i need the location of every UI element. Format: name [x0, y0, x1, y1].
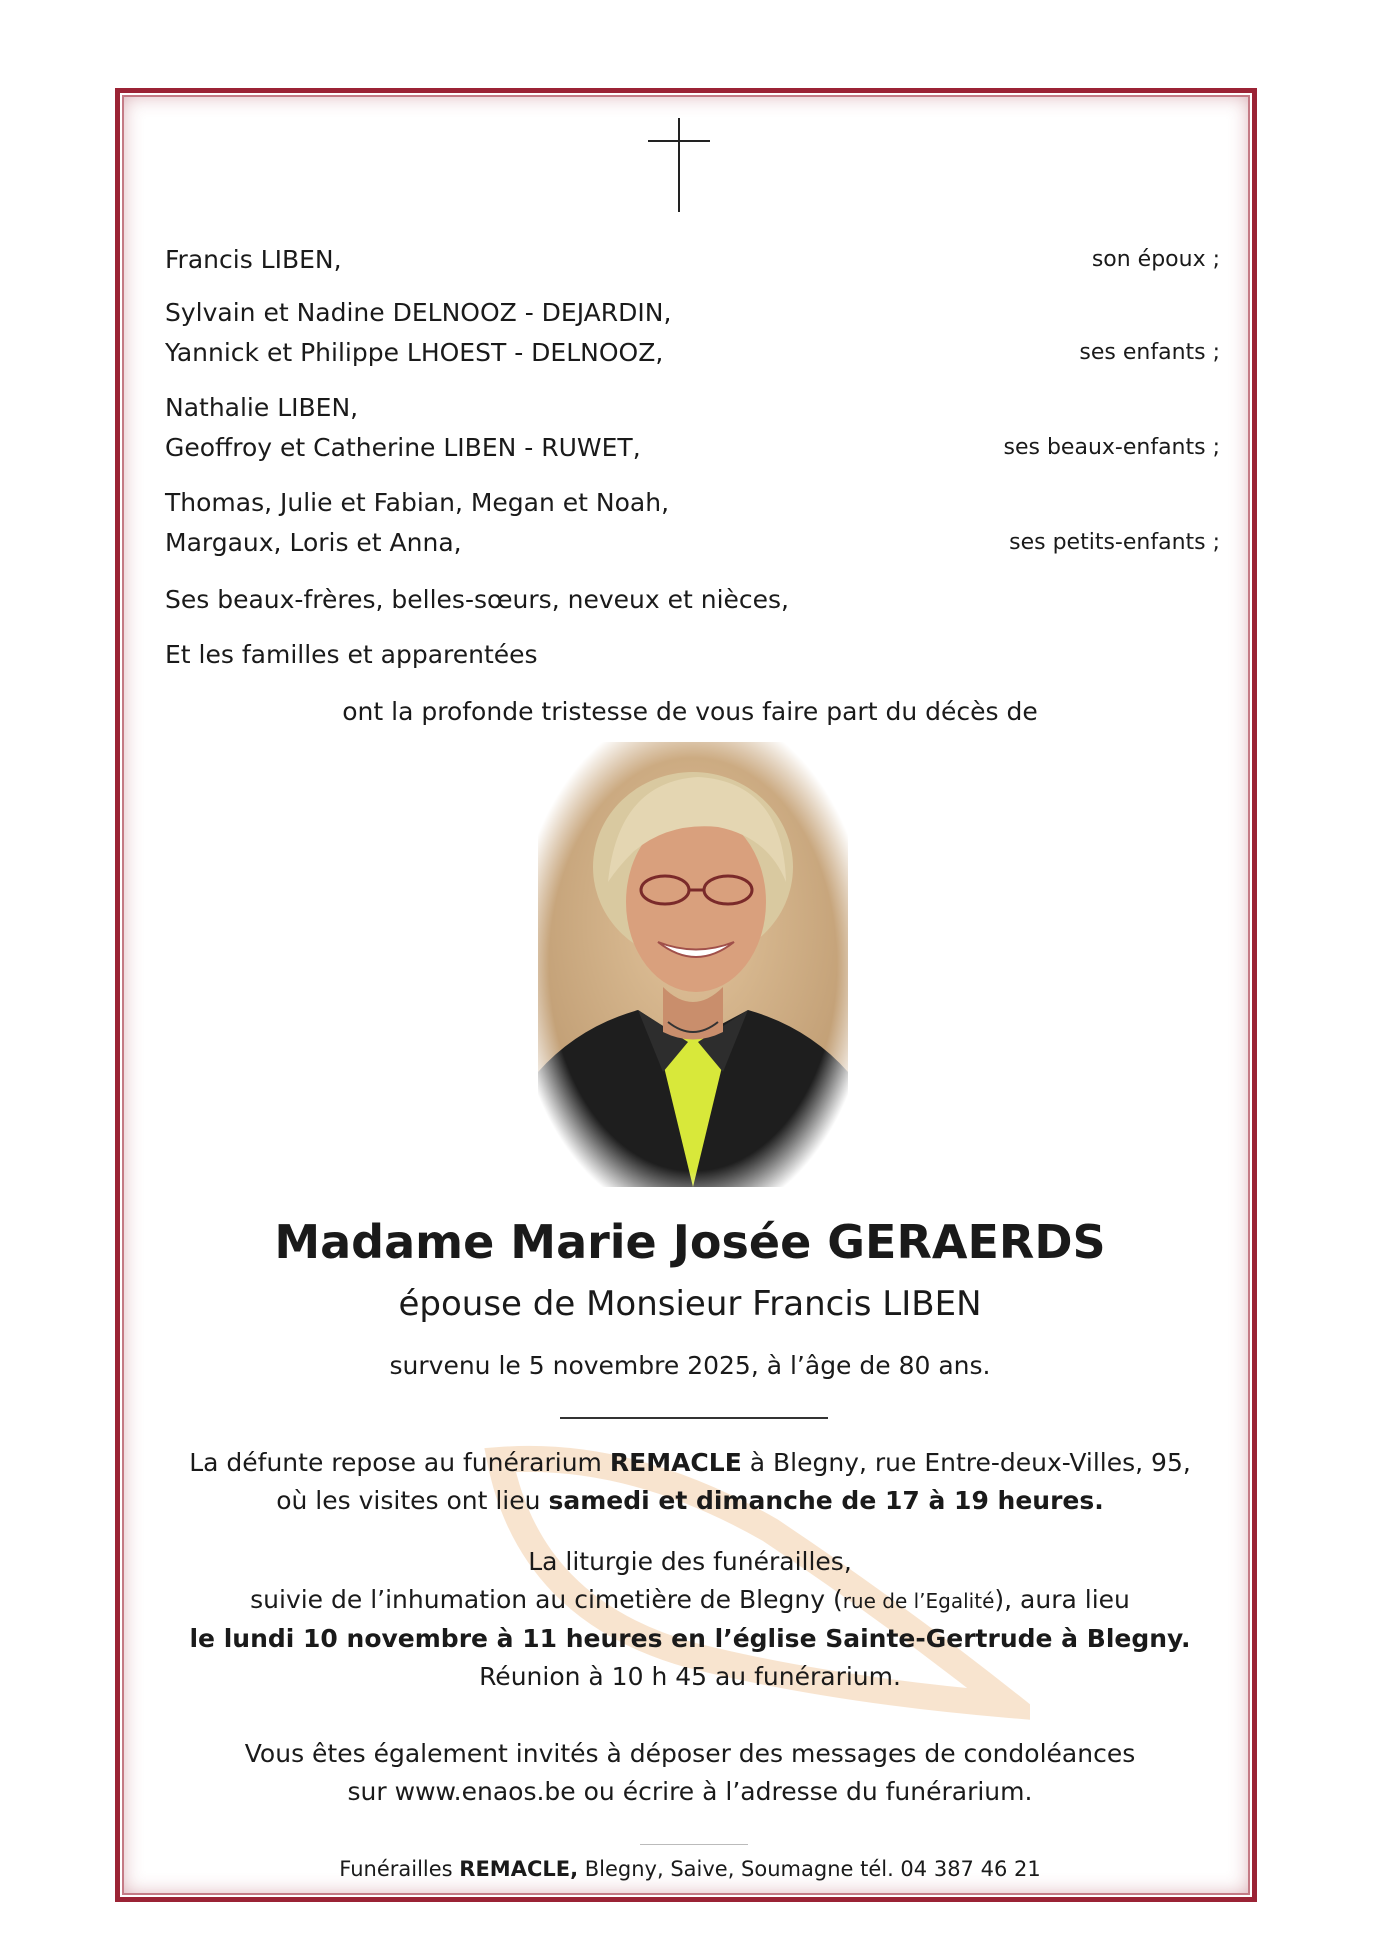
liturgy-paragraph: La liturgie des funérailles, suivie de l’inhumation au cimetière de Blegny (rue de l’Egalité), aura lieu le lundi 10 novembre à 11 heures en l’église Sainte-Gertrude à Blegny. Réunion à 10 h 45 au funérarium.: [189, 1547, 1191, 1691]
deceased-name: Madame Marie Josée GERAERDS: [274, 1215, 1106, 1269]
family-group-stepchildren: [165, 388, 1220, 468]
family-name: Sylvain et Nadine DELNOOZ - DEJARDIN,: [165, 298, 672, 327]
cross-icon: [648, 118, 710, 212]
family-name: Margaux, Loris et Anna,: [165, 528, 462, 557]
family-name: Thomas, Julie et Fabian, Megan et Noah,: [165, 488, 670, 517]
family-name: Yannick et Philippe LHOEST - DELNOOZ,: [165, 338, 664, 367]
family-role: ses beaux-enfants ;: [1003, 435, 1220, 460]
family-name: Francis LIBEN,: [165, 245, 342, 274]
family-name: Nathalie LIBEN,: [165, 393, 359, 422]
family-group-spouse: [165, 240, 1220, 280]
family-name: Geoffroy et Catherine LIBEN - RUWET,: [165, 433, 641, 462]
intro-text: ont la profonde tristesse de vous faire part du décès de: [342, 697, 1038, 726]
deceased-date: survenu le 5 novembre 2025, à l’âge de 80 ans.: [389, 1351, 991, 1380]
family-role: son époux ;: [1091, 247, 1220, 272]
family-group-inlaws: [165, 580, 1220, 620]
family-role: ses enfants ;: [1079, 340, 1220, 365]
separator: [560, 1417, 828, 1419]
family-role: ses petits-enfants ;: [1009, 530, 1220, 555]
condolences-paragraph: Vous êtes également invités à déposer des messages de condoléances sur www.enaos.be ou écrire à l’adresse du funérarium.: [244, 1739, 1136, 1806]
deceased-spouse: épouse de Monsieur Francis LIBEN: [398, 1284, 982, 1324]
footer-separator: [640, 1844, 748, 1845]
family-group-relatives: [165, 635, 1220, 675]
family-name: Et les familles et apparentées: [165, 640, 538, 669]
family-group-grandchildren: [165, 483, 1220, 563]
family-name: Ses beaux-frères, belles-sœurs, neveux et nièces,: [165, 585, 789, 614]
footer: Funérailles REMACLE, Blegny, Saive, Soumagne tél. 04 387 46 21: [339, 1857, 1041, 1881]
portrait-photo: [538, 742, 848, 1187]
funerarium-paragraph: La défunte repose au funérarium REMACLE à Blegny, rue Entre-deux-Villes, 95, où les visites ont lieu samedi et dimanche de 17 à 19 heures.: [189, 1448, 1191, 1515]
family-group-children: [165, 293, 1220, 373]
